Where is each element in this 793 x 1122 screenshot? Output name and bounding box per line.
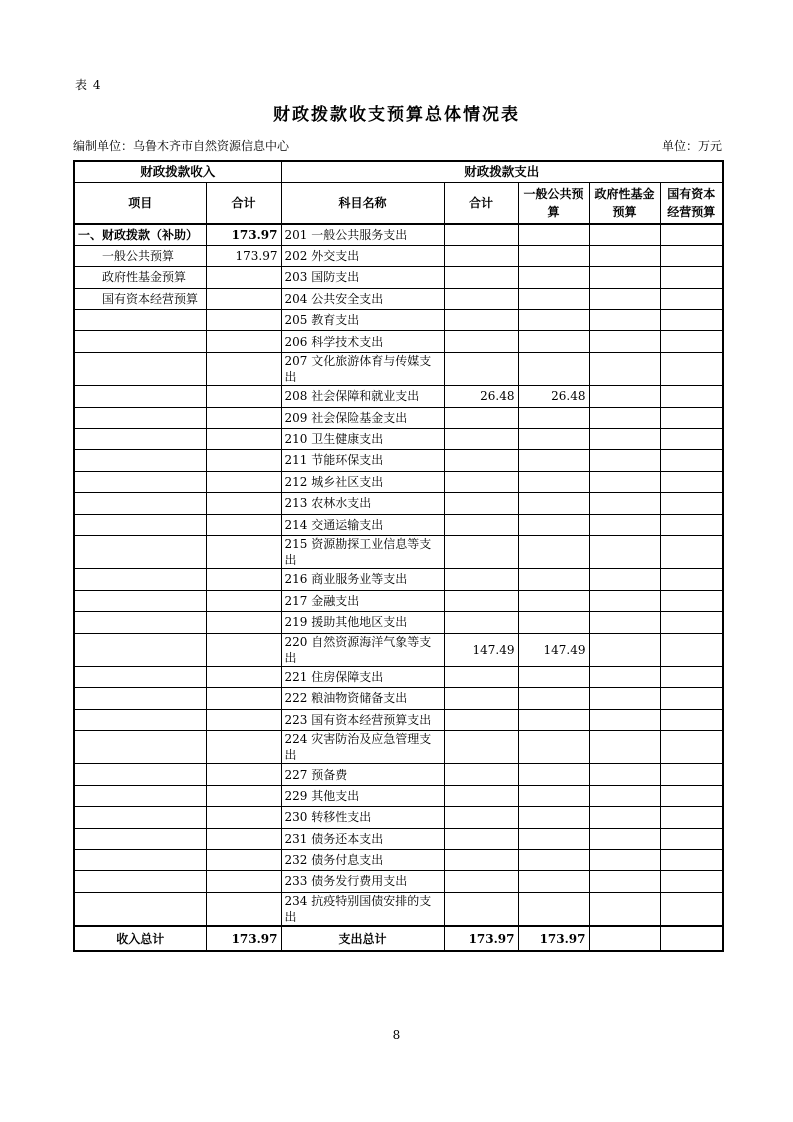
income-item: [74, 310, 206, 331]
expense-item: 220 自然资源海洋气象等支出: [281, 633, 444, 666]
expense-total: [444, 849, 518, 870]
table-row: [74, 386, 723, 407]
expense-gov-fund: [589, 633, 660, 666]
expense-total: [444, 331, 518, 352]
table-row: [74, 514, 723, 535]
expense-general-budget: [518, 871, 589, 892]
expense-state-capital: [660, 245, 723, 266]
table-row: [74, 267, 723, 288]
expense-general-budget: [518, 331, 589, 352]
expense-item: 215 资源勘探工业信息等支出: [281, 535, 444, 568]
expense-item: 204 公共安全支出: [281, 288, 444, 309]
table-row: [74, 849, 723, 870]
table-row: [74, 224, 723, 245]
income-total: [206, 764, 281, 785]
expense-general-budget: [518, 514, 589, 535]
table-row: [74, 828, 723, 849]
income-total: [206, 535, 281, 568]
table-row: [74, 331, 723, 352]
income-total: [206, 731, 281, 764]
expense-item: 217 金融支出: [281, 590, 444, 611]
income-item: [74, 709, 206, 730]
expense-gov-fund: [589, 535, 660, 568]
income-item: [74, 569, 206, 590]
expense-state-capital: [660, 633, 723, 666]
income-total: [206, 471, 281, 492]
income-item: [74, 633, 206, 666]
prepared-by-label: 编制单位：乌鲁木齐市自然资源信息中心: [73, 139, 290, 153]
expense-general-budget: [518, 245, 589, 266]
col-header-income-item: 项目: [74, 183, 206, 225]
column-header-row: [74, 183, 723, 225]
expense-total-general-budget: 173.97: [518, 926, 589, 951]
expense-gov-fund: [589, 709, 660, 730]
expense-total: [444, 407, 518, 428]
expense-total: [444, 731, 518, 764]
expense-state-capital: [660, 535, 723, 568]
income-total: [206, 590, 281, 611]
expense-general-budget: [518, 310, 589, 331]
expense-total: [444, 310, 518, 331]
income-total-label: 收入总计: [74, 926, 206, 951]
income-item: [74, 386, 206, 407]
expense-item: 221 住房保障支出: [281, 666, 444, 687]
income-item: [74, 849, 206, 870]
expense-item: 206 科学技术支出: [281, 331, 444, 352]
expense-gov-fund: [589, 407, 660, 428]
income-total: [206, 828, 281, 849]
col-header-expense-total: 合计: [444, 183, 518, 225]
group-header-row: [74, 161, 723, 183]
expense-gov-fund: [589, 849, 660, 870]
col-header-expense-state-capital: 国有资本经营预算: [660, 183, 723, 225]
expense-gov-fund: [589, 892, 660, 926]
expense-state-capital: [660, 688, 723, 709]
income-item: [74, 471, 206, 492]
expense-general-budget: [518, 731, 589, 764]
expense-state-capital: [660, 785, 723, 806]
expense-total: [444, 450, 518, 471]
expense-state-capital: [660, 429, 723, 450]
income-total: [206, 633, 281, 666]
expense-item: 231 债务还本支出: [281, 828, 444, 849]
expense-total: [444, 764, 518, 785]
table-row: [74, 785, 723, 806]
expense-total-label: 支出总计: [281, 926, 444, 951]
income-item: [74, 807, 206, 828]
expense-total: [444, 892, 518, 926]
expense-gov-fund: [589, 569, 660, 590]
income-item: [74, 785, 206, 806]
table-row: [74, 471, 723, 492]
total-row: [74, 926, 723, 951]
expense-general-budget: [518, 785, 589, 806]
income-total: [206, 514, 281, 535]
expense-gov-fund: [589, 310, 660, 331]
page-title: 财政拨款收支预算总体情况表: [273, 105, 520, 125]
expense-general-budget: [518, 590, 589, 611]
table-body: [74, 224, 723, 926]
expense-state-capital: [660, 224, 723, 245]
table-row: [74, 709, 723, 730]
income-item: 一般公共预算: [74, 245, 206, 266]
income-item: [74, 871, 206, 892]
expense-general-budget: [518, 352, 589, 385]
expense-total: [444, 590, 518, 611]
expense-general-budget: [518, 688, 589, 709]
expense-total: 26.48: [444, 386, 518, 407]
expense-general-budget: [518, 709, 589, 730]
income-item: [74, 892, 206, 926]
table-row: [74, 288, 723, 309]
expense-total-gov-fund: [589, 926, 660, 951]
expense-state-capital: [660, 493, 723, 514]
expense-state-capital: [660, 450, 723, 471]
income-total: [206, 612, 281, 633]
expense-gov-fund: [589, 785, 660, 806]
expense-item: 216 商业服务业等支出: [281, 569, 444, 590]
expense-general-budget: [518, 407, 589, 428]
expense-general-budget: [518, 450, 589, 471]
table-row: [74, 612, 723, 633]
table-row: [74, 569, 723, 590]
income-item: 国有资本经营预算: [74, 288, 206, 309]
income-total: [206, 807, 281, 828]
expense-state-capital: [660, 849, 723, 870]
expense-gov-fund: [589, 471, 660, 492]
table-row: [74, 590, 723, 611]
income-item: 政府性基金预算: [74, 267, 206, 288]
expense-general-budget: [518, 807, 589, 828]
income-total: [206, 709, 281, 730]
expense-state-capital: [660, 514, 723, 535]
expense-general-budget: [518, 535, 589, 568]
income-total: [206, 450, 281, 471]
expense-total: [444, 807, 518, 828]
expense-gov-fund: [589, 666, 660, 687]
group-header-expense: 财政拨款支出: [281, 161, 723, 183]
expense-item: 201 一般公共服务支出: [281, 224, 444, 245]
expense-item: 213 农林水支出: [281, 493, 444, 514]
expense-item: 214 交通运输支出: [281, 514, 444, 535]
expense-state-capital: [660, 892, 723, 926]
table-number-label: 表 4: [75, 78, 102, 92]
expense-general-budget: [518, 471, 589, 492]
income-total: [206, 288, 281, 309]
expense-gov-fund: [589, 450, 660, 471]
expense-total: [444, 612, 518, 633]
expense-total: [444, 267, 518, 288]
unit-note-label: 单位：万元: [661, 139, 722, 153]
income-item: [74, 450, 206, 471]
expense-gov-fund: [589, 731, 660, 764]
table-row: [74, 310, 723, 331]
income-total: [206, 493, 281, 514]
income-item: [74, 535, 206, 568]
expense-state-capital: [660, 310, 723, 331]
table-row: [74, 352, 723, 385]
expense-gov-fund: [589, 224, 660, 245]
table-row: [74, 633, 723, 666]
expense-total-state-capital: [660, 926, 723, 951]
col-header-expense-gov-fund: 政府性基金预算: [589, 183, 660, 225]
income-item: [74, 331, 206, 352]
expense-total: [444, 429, 518, 450]
expense-general-budget: [518, 288, 589, 309]
expense-item: 205 教育支出: [281, 310, 444, 331]
expense-item: 211 节能环保支出: [281, 450, 444, 471]
expense-item: 229 其他支出: [281, 785, 444, 806]
expense-gov-fund: [589, 386, 660, 407]
expense-general-budget: [518, 224, 589, 245]
expense-item: 207 文化旅游体育与传媒支出: [281, 352, 444, 385]
income-total: [206, 569, 281, 590]
table-row: [74, 688, 723, 709]
table-row: [74, 429, 723, 450]
income-total: [206, 785, 281, 806]
meta-row: [73, 137, 722, 154]
table-row: [74, 666, 723, 687]
expense-gov-fund: [589, 245, 660, 266]
expense-item: 234 抗疫特别国债安排的支出: [281, 892, 444, 926]
expense-general-budget: [518, 764, 589, 785]
expense-total: [444, 569, 518, 590]
expense-item: 230 转移性支出: [281, 807, 444, 828]
expense-state-capital: [660, 871, 723, 892]
expense-gov-fund: [589, 288, 660, 309]
table-row: [74, 764, 723, 785]
income-total: [206, 871, 281, 892]
income-total: [206, 429, 281, 450]
income-item: [74, 688, 206, 709]
expense-gov-fund: [589, 331, 660, 352]
expense-state-capital: [660, 807, 723, 828]
income-total: 173.97: [206, 245, 281, 266]
col-header-expense-item: 科目名称: [281, 183, 444, 225]
expense-gov-fund: [589, 764, 660, 785]
expense-total: [444, 709, 518, 730]
table-row: [74, 450, 723, 471]
expense-general-budget: 147.49: [518, 633, 589, 666]
expense-state-capital: [660, 764, 723, 785]
expense-item: 219 援助其他地区支出: [281, 612, 444, 633]
expense-general-budget: [518, 666, 589, 687]
expense-general-budget: [518, 569, 589, 590]
expense-state-capital: [660, 471, 723, 492]
expense-gov-fund: [589, 807, 660, 828]
expense-item: 223 国有资本经营预算支出: [281, 709, 444, 730]
expense-general-budget: [518, 267, 589, 288]
expense-gov-fund: [589, 352, 660, 385]
expense-total: [444, 666, 518, 687]
income-total: [206, 310, 281, 331]
expense-item: 232 债务付息支出: [281, 849, 444, 870]
expense-item: 212 城乡社区支出: [281, 471, 444, 492]
income-item: [74, 666, 206, 687]
expense-state-capital: [660, 267, 723, 288]
expense-total: [444, 871, 518, 892]
income-item: [74, 612, 206, 633]
income-total-value: 173.97: [206, 926, 281, 951]
expense-state-capital: [660, 288, 723, 309]
income-total: [206, 267, 281, 288]
expense-item: 227 预备费: [281, 764, 444, 785]
expense-state-capital: [660, 709, 723, 730]
expense-item: 233 债务发行费用支出: [281, 871, 444, 892]
expense-gov-fund: [589, 267, 660, 288]
expense-state-capital: [660, 666, 723, 687]
expense-state-capital: [660, 731, 723, 764]
table-row: [74, 807, 723, 828]
group-header-income: 财政拨款收入: [74, 161, 281, 183]
table-row: [74, 731, 723, 764]
income-item: [74, 828, 206, 849]
expense-total: [444, 288, 518, 309]
expense-item: 208 社会保障和就业支出: [281, 386, 444, 407]
income-total: [206, 352, 281, 385]
income-item: [74, 731, 206, 764]
expense-gov-fund: [589, 493, 660, 514]
expense-total: [444, 493, 518, 514]
expense-total-value: 173.97: [444, 926, 518, 951]
expense-general-budget: [518, 493, 589, 514]
budget-table: [73, 160, 724, 952]
expense-item: 209 社会保险基金支出: [281, 407, 444, 428]
income-item: [74, 590, 206, 611]
expense-state-capital: [660, 386, 723, 407]
table-row: [74, 892, 723, 926]
expense-general-budget: [518, 849, 589, 870]
expense-state-capital: [660, 569, 723, 590]
expense-gov-fund: [589, 590, 660, 611]
expense-state-capital: [660, 828, 723, 849]
income-total: 173.97: [206, 224, 281, 245]
expense-total: [444, 535, 518, 568]
income-total: [206, 688, 281, 709]
col-header-expense-general-budget: 一般公共预算: [518, 183, 589, 225]
table-row: [74, 535, 723, 568]
expense-state-capital: [660, 590, 723, 611]
income-total: [206, 407, 281, 428]
expense-gov-fund: [589, 688, 660, 709]
page-number: 8: [392, 1028, 401, 1042]
expense-item: 210 卫生健康支出: [281, 429, 444, 450]
expense-item: 224 灾害防治及应急管理支出: [281, 731, 444, 764]
expense-item: 203 国防支出: [281, 267, 444, 288]
expense-general-budget: [518, 892, 589, 926]
income-item: [74, 429, 206, 450]
income-total: [206, 666, 281, 687]
expense-item: 202 外交支出: [281, 245, 444, 266]
expense-total: 147.49: [444, 633, 518, 666]
expense-total: [444, 471, 518, 492]
table-row: [74, 407, 723, 428]
expense-item: 222 粮油物资储备支出: [281, 688, 444, 709]
income-total: [206, 849, 281, 870]
expense-gov-fund: [589, 514, 660, 535]
income-total: [206, 331, 281, 352]
income-item: [74, 514, 206, 535]
income-item: 一、财政拨款（补助）: [74, 224, 206, 245]
expense-state-capital: [660, 331, 723, 352]
income-item: [74, 493, 206, 514]
col-header-income-total: 合计: [206, 183, 281, 225]
expense-state-capital: [660, 352, 723, 385]
expense-general-budget: [518, 612, 589, 633]
expense-state-capital: [660, 612, 723, 633]
expense-state-capital: [660, 407, 723, 428]
expense-total: [444, 245, 518, 266]
income-item: [74, 764, 206, 785]
expense-total: [444, 224, 518, 245]
expense-total: [444, 352, 518, 385]
expense-gov-fund: [589, 612, 660, 633]
expense-general-budget: 26.48: [518, 386, 589, 407]
expense-gov-fund: [589, 828, 660, 849]
income-total: [206, 386, 281, 407]
expense-general-budget: [518, 828, 589, 849]
expense-total: [444, 785, 518, 806]
table-row: [74, 871, 723, 892]
income-item: [74, 407, 206, 428]
expense-total: [444, 828, 518, 849]
expense-gov-fund: [589, 871, 660, 892]
expense-total: [444, 514, 518, 535]
expense-total: [444, 688, 518, 709]
income-total: [206, 892, 281, 926]
income-item: [74, 352, 206, 385]
expense-gov-fund: [589, 429, 660, 450]
table-row: [74, 245, 723, 266]
table-row: [74, 493, 723, 514]
expense-general-budget: [518, 429, 589, 450]
